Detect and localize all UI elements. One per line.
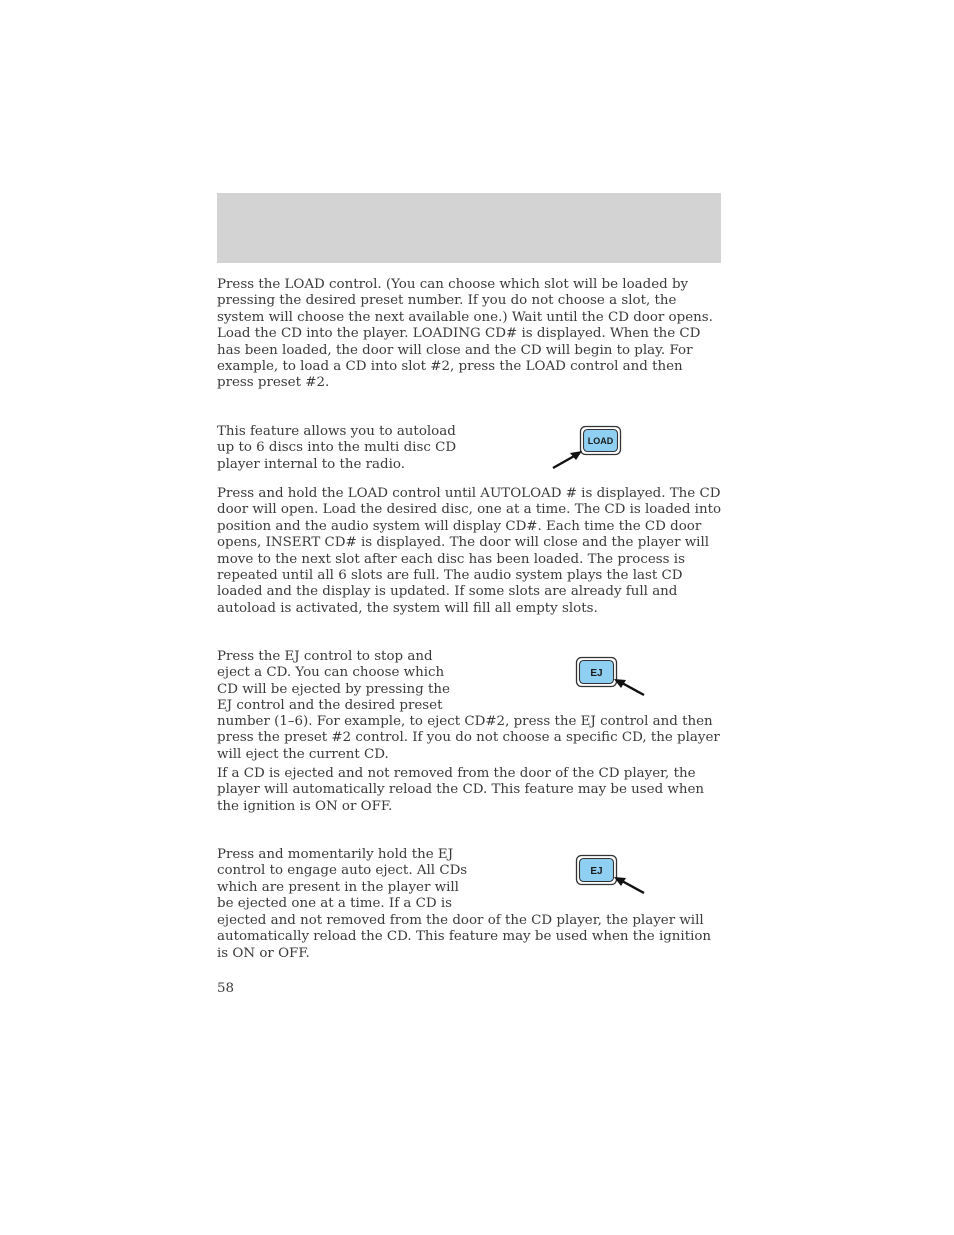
autoload-intro: This feature allows you to autoload up to 6 discs into the multi disc CD player internal to the radio. xyxy=(217,424,457,472)
eject-button-label: EJ xyxy=(590,668,603,679)
auto-eject-intro: Press and momentarily hold the EJ control to engage auto eject. All CDs which are present in the player will be ejected one at a time. If a CD is xyxy=(217,847,468,912)
eject-button-illustration xyxy=(574,655,654,703)
load-paragraph: Press the LOAD control. (You can choose which slot will be loaded by pressing the desired preset number. If you do not choose a slot, the system will choose the next available one.) Wait until the CD door opens. Load the CD into the player. LOADING CD# is displayed. When the CD has been loaded, the door will close and the CD will begin to play. For example, to load a CD into slot #2, press the LOAD control and then press preset #2. xyxy=(217,277,713,391)
eject-button-icon xyxy=(574,655,654,703)
auto-eject-continuation: ejected and not removed from the door of the CD player, the player will automatically reload the CD. This feature may be used when the ignition is ON or OFF. xyxy=(217,913,712,961)
eject-intro: Press the EJ control to stop and eject a CD. You can choose which CD will be ejected by pressing the EJ control and the desired preset xyxy=(217,649,450,714)
eject-paragraph: If a CD is ejected and not removed from the door of the CD player, the player will automatically reload the CD. This feature may be used when the ignition is ON or OFF. xyxy=(217,766,705,814)
page-number: 58 xyxy=(217,981,235,996)
load-button-illustration xyxy=(548,424,628,474)
auto-eject-button-illustration xyxy=(574,853,654,901)
eject-continuation: number (1–6). For example, to eject CD#2, press the EJ control and then press the preset #2 control. If you do not choose a specific CD, the player will eject the current CD. xyxy=(217,714,720,762)
load-button-label: LOAD xyxy=(587,436,614,446)
auto-eject-button-label: EJ xyxy=(590,866,603,877)
autoload-paragraph: Press and hold the LOAD control until AUTOLOAD # is displayed. The CD door will open. Load the desired disc, one at a time. The CD is loaded into position and the audio system will display CD#. Each time the CD door opens, INSERT CD# is displayed. The door will close and the player will move to the next slot after each disc has been loaded. The process is repeated until all 6 slots are full. The audio system plays the last CD loaded and the display is updated. If some slots are already full and autoload is activated, the system will fill all empty slots. xyxy=(217,486,722,616)
auto-eject-button-icon xyxy=(574,853,654,901)
load-button-icon xyxy=(548,424,628,474)
section-header-band xyxy=(217,193,721,263)
